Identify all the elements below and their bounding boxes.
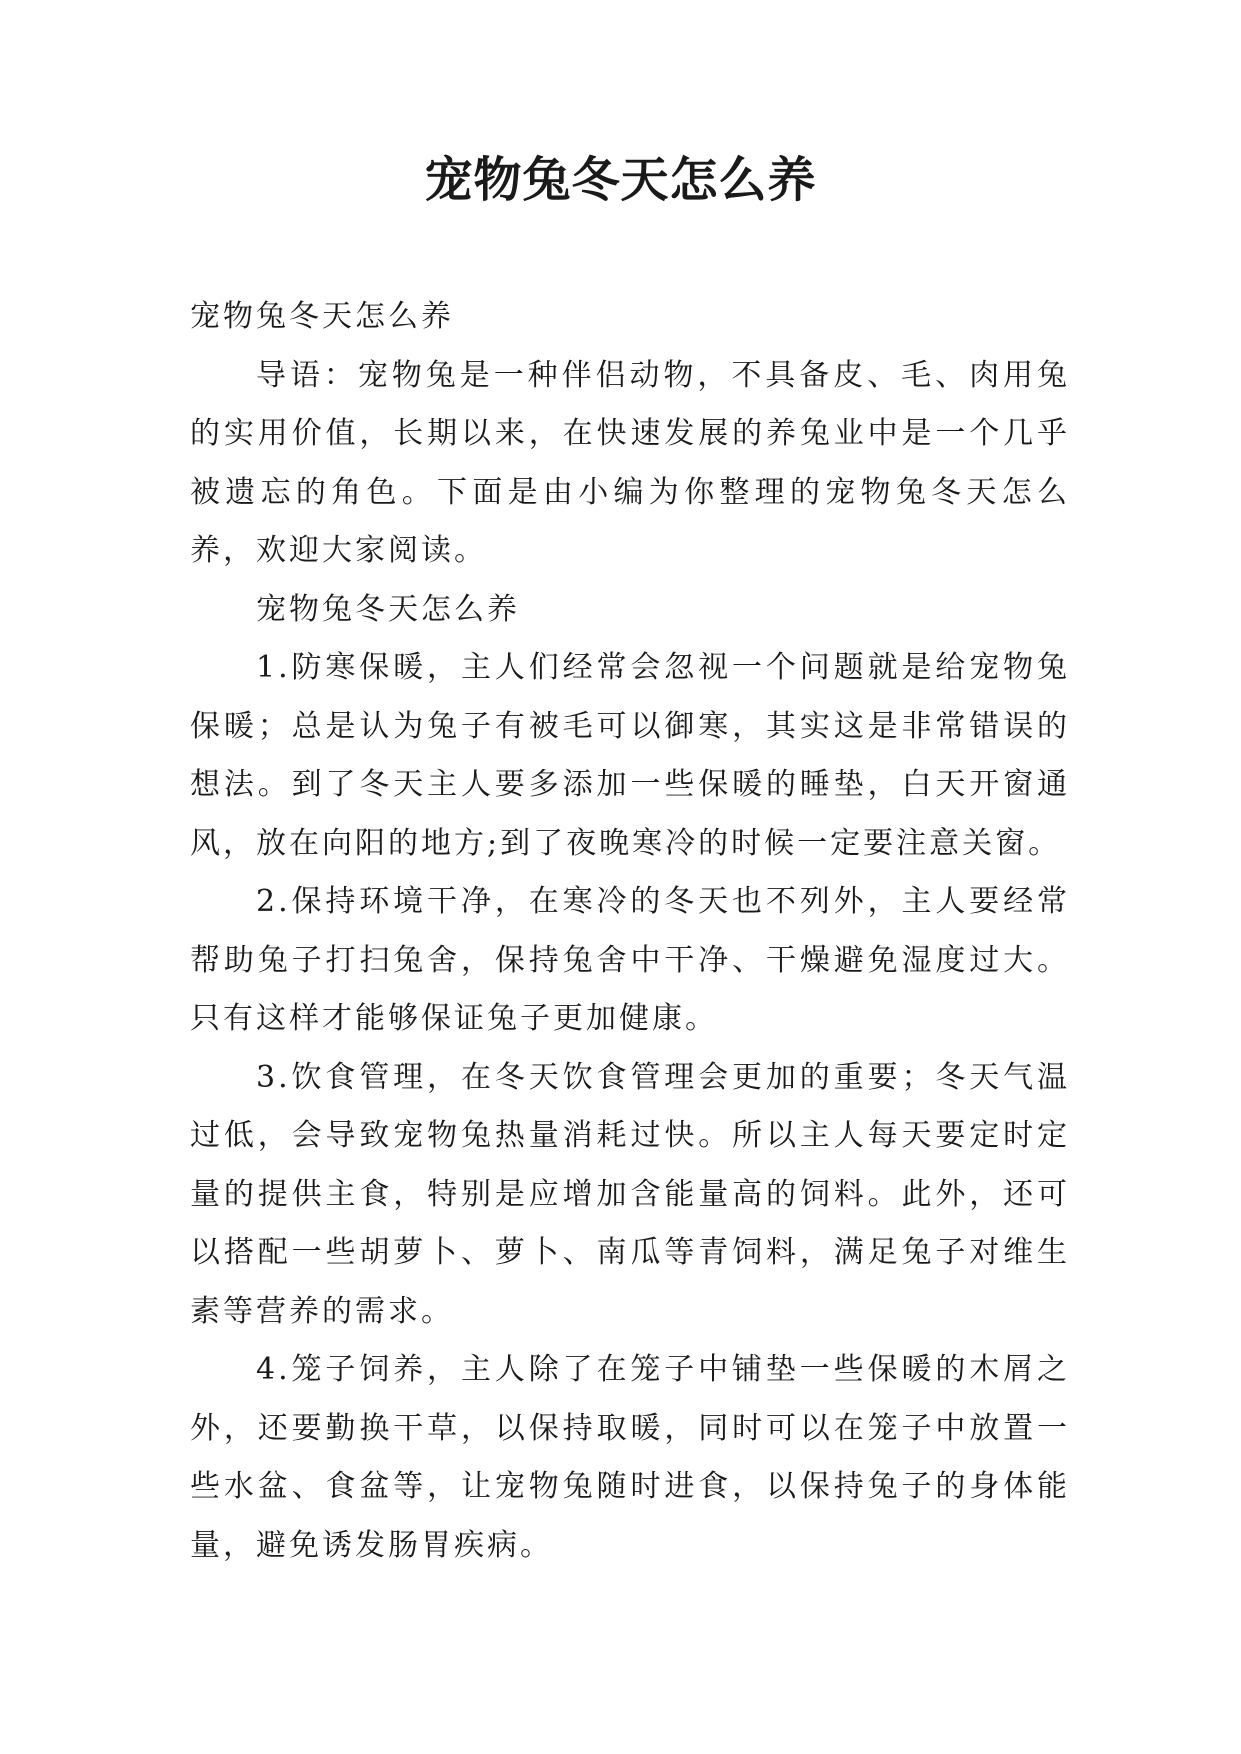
paragraph-item-3: 3.饮食管理，在冬天饮食管理会更加的重要；冬天气温过低，会导致宠物兔热量消耗过快。所以主人每天要定时定量的提供主食，特别是应增加含能量高的饲料。此外，还可以搭配一些胡萝卜、萝卜、南瓜等青饲料，满足兔子对维生素等营养的需求。 <box>190 1059 1070 1329</box>
paragraph-subheading: 宠物兔冬天怎么养 <box>256 591 520 627</box>
paragraph-heading: 宠物兔冬天怎么养 <box>190 299 454 334</box>
paragraph-intro: 导语：宠物兔是一种伴侣动物，不具备皮、毛、肉用兔的实用价值，长期以来，在快速发展的养兔业中是一个几乎被遗忘的角色。下面是由小编为你整理的宠物兔冬天怎么养，欢迎大家阅读。 <box>190 357 1070 568</box>
document-body <box>190 288 1070 1575</box>
document-title: 宠物兔冬天怎么养 <box>424 152 817 208</box>
paragraph-item-4: 4.笼子饲养，主人除了在笼子中铺垫一些保暖的木屑之外，还要勤换干草，以保持取暖，同时可以在笼子中放置一些水盆、食盆等，让宠物兔随时进食，以保持兔子的身体能量，避免诱发肠胃疾病。 <box>190 1352 1070 1563</box>
paragraph-item-2: 2.保持环境干净，在寒冷的冬天也不列外，主人要经常帮助兔子打扫兔舍，保持兔舍中干净、干燥避免湿度过大。只有这样才能够保证兔子更加健康。 <box>190 884 1070 1036</box>
paragraph-item-1: 1.防寒保暖，主人们经常会忽视一个问题就是给宠物兔保暖；总是认为兔子有被毛可以御寒，其实这是非常错误的想法。到了冬天主人要多添加一些保暖的睡垫，白天开窗通风，放在向阳的地方;到了夜晚寒冷的时候一定要注意关窗。 <box>190 650 1070 861</box>
